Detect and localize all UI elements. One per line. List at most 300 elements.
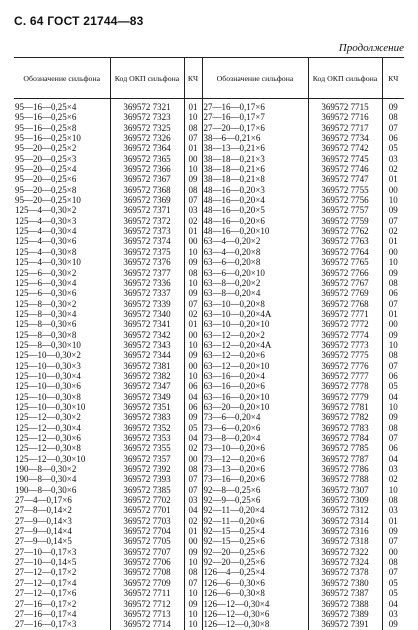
kch-cell: 00	[388, 546, 398, 557]
okp-code-cell: 369572 7707	[110, 547, 184, 557]
kch-cell: 07	[388, 536, 398, 547]
okp-code-cell: 369572 7745	[308, 154, 382, 164]
okp-code-cell: 369572 7374	[110, 236, 184, 246]
designation-cell: 95—20—0,25×8	[14, 185, 110, 195]
kch-cell: 00	[184, 236, 202, 246]
kch-cell: 10	[184, 112, 202, 122]
okp-code-cell: 369572 7702	[110, 495, 184, 505]
kch-cell: 10	[184, 619, 202, 629]
okp-code-cell: 369572 7765	[308, 257, 382, 267]
designation-cell: 63—8—0,20×4	[202, 288, 308, 298]
okp-code-cell: 369572 7713	[110, 609, 184, 619]
kch-cell: 03	[184, 205, 202, 215]
designation-cell: 73—8—0,20×4	[202, 433, 308, 443]
kch-cell: 09	[184, 174, 202, 184]
table-row	[14, 247, 404, 257]
page-header: С. 64 ГОСТ 21744—83	[14, 14, 144, 28]
table-row	[14, 526, 404, 536]
okp-code-cell: 369572 7711	[110, 588, 184, 598]
kch-cell: 04	[184, 433, 202, 443]
okp-code-cell: 369572 7382	[110, 371, 184, 381]
okp-code-cell: 369572 7380	[308, 578, 382, 588]
kch-cell: 10	[184, 278, 202, 288]
table-row	[14, 609, 404, 619]
designation-cell: 27—20—0,17×6	[202, 123, 308, 133]
kch-cell: 03	[388, 153, 398, 164]
okp-code-cell: 369572 7318	[308, 536, 382, 546]
okp-code-cell: 369572 7340	[110, 309, 184, 319]
table-row	[14, 516, 404, 526]
okp-code-cell: 369572 7307	[308, 485, 382, 495]
okp-code-cell: 369572 7357	[110, 454, 184, 464]
designation-cell: 92—15—0,25×4	[202, 526, 308, 536]
kch-cell: 01	[184, 143, 202, 153]
designation-cell: 73—13—0,20×6	[202, 464, 308, 474]
kch-cell: 03	[184, 495, 202, 505]
table-row	[14, 195, 404, 205]
okp-code-cell: 369572 7786	[308, 464, 382, 474]
table-row	[14, 454, 404, 464]
kch-cell: 07	[388, 567, 398, 578]
kch-cell: 08	[388, 350, 398, 361]
table-row	[14, 350, 404, 360]
designation-cell: 38—18—0,21×8	[202, 174, 308, 184]
okp-code-cell: 369572 7782	[308, 412, 382, 422]
okp-code-cell: 369572 7769	[308, 288, 382, 298]
col-header-designation: Обозначение сильфона	[202, 58, 308, 99]
designation-cell: 125—12—0,30×10	[14, 454, 110, 464]
okp-code-cell: 369572 7371	[110, 205, 184, 215]
okp-code-cell: 369572 7746	[308, 164, 382, 174]
kch-cell: 02	[184, 443, 202, 453]
table-row	[14, 185, 404, 195]
kch-cell: 10	[184, 340, 202, 350]
designation-cell: 95—20—0,25×3	[14, 154, 110, 164]
kch-cell: 02	[184, 216, 202, 226]
designation-cell: 92—20—0,25×6	[202, 557, 308, 567]
kch-cell: 07	[388, 215, 398, 226]
kch-cell: 06	[388, 443, 398, 454]
kch-cell: 10	[184, 371, 202, 381]
table-row	[14, 299, 404, 309]
okp-code-cell: 369572 7366	[110, 164, 184, 174]
table-row	[14, 423, 404, 433]
kch-cell: 04	[184, 505, 202, 515]
table-row	[14, 226, 404, 236]
okp-code-cell: 369572 7364	[110, 143, 184, 153]
okp-code-cell: 369572 7714	[110, 619, 184, 629]
designation-cell: 125—4—0,30×8	[14, 247, 110, 257]
okp-code-cell: 369572 7787	[308, 454, 382, 464]
designation-cell: 27—12—0,17×6	[14, 588, 110, 598]
kch-cell: 04	[388, 598, 398, 609]
designation-cell: 92—11—0,20×4	[202, 505, 308, 515]
table-row	[14, 485, 404, 495]
kch-cell: 02	[388, 474, 398, 485]
designation-cell: 27—10—0,14×5	[14, 557, 110, 567]
table-row	[14, 361, 404, 371]
okp-code-cell: 369572 7757	[308, 205, 382, 215]
kch-cell: 05	[388, 588, 398, 599]
designation-cell: 63—16—0,20×6	[202, 381, 308, 391]
okp-code-cell: 369572 7383	[110, 412, 184, 422]
okp-code-cell: 369572 7353	[110, 433, 184, 443]
kch-cell: 10	[388, 339, 398, 350]
kch-cell: 09	[388, 102, 398, 112]
designation-cell: 126—4—0,25×4	[202, 567, 308, 577]
designation-cell: 27—16—0,17×4	[14, 609, 110, 619]
table-row	[14, 381, 404, 391]
table-row	[14, 278, 404, 288]
kch-cell: 10	[184, 609, 202, 619]
designation-cell: 63—6—0,20×10	[202, 268, 308, 278]
okp-code-cell: 369572 7341	[110, 319, 184, 329]
designation-cell: 95—16—0,25×10	[14, 133, 110, 143]
table-row	[14, 133, 404, 143]
okp-code-cell: 369572 7784	[308, 433, 382, 443]
okp-code-cell: 369572 7708	[110, 567, 184, 577]
okp-code-cell: 369572 7771	[308, 309, 382, 319]
designation-cell: 95—16—0,25×8	[14, 123, 110, 133]
kch-cell: 09	[184, 547, 202, 557]
kch-cell: 07	[184, 299, 202, 309]
designation-cell: 126—12—0,30×4	[202, 599, 308, 609]
designation-cell: 125—6—0,30×6	[14, 288, 110, 298]
kch-cell: 00	[184, 361, 202, 371]
table-row	[14, 495, 404, 505]
okp-code-cell: 369572 7349	[110, 392, 184, 402]
designation-cell: 125—8—0,30×8	[14, 330, 110, 340]
col-header-kch: КЧ	[184, 58, 202, 99]
designation-cell: 27—16—0,17×6	[202, 99, 308, 113]
kch-cell: 10	[388, 257, 398, 268]
designation-cell: 38—18—0,21×6	[202, 164, 308, 174]
table-row	[14, 340, 404, 350]
okp-code-cell: 369572 7351	[110, 402, 184, 412]
designation-cell: 63—8—0,20×2	[202, 278, 308, 288]
designation-cell: 63—10—0,20×4A	[202, 309, 308, 319]
okp-code-cell: 369572 7766	[308, 268, 382, 278]
designation-cell: 126—6—0,30×8	[202, 588, 308, 598]
okp-code-cell: 369572 7781	[308, 402, 382, 412]
designation-cell: 125—12—0,30×2	[14, 412, 110, 422]
table-row	[14, 371, 404, 381]
okp-code-cell: 369572 7776	[308, 361, 382, 371]
kch-cell: 10	[388, 401, 398, 412]
kch-cell: 00	[184, 454, 202, 464]
kch-cell: 06	[388, 133, 398, 144]
kch-cell: 00	[388, 319, 398, 330]
okp-code-cell: 369572 7367	[110, 174, 184, 184]
okp-code-cell: 369572 7763	[308, 236, 382, 246]
table-body	[14, 99, 404, 630]
okp-code-cell: 369572 7701	[110, 505, 184, 515]
okp-code-cell: 369572 7322	[308, 547, 382, 557]
kch-cell: 10	[184, 588, 202, 598]
designation-cell: 125—10—0,30×6	[14, 381, 110, 391]
designation-cell: 125—8—0,30×2	[14, 299, 110, 309]
okp-code-cell: 369572 7393	[110, 474, 184, 484]
kch-cell: 02	[388, 226, 398, 237]
table-row	[14, 236, 404, 246]
kch-cell: 08	[184, 123, 202, 133]
designation-cell: 63—12—0,20×4A	[202, 340, 308, 350]
kch-cell: 07	[184, 133, 202, 143]
kch-cell: 09	[184, 599, 202, 609]
designation-cell: 27—4—0,17×6	[14, 495, 110, 505]
okp-code-cell: 369572 7344	[110, 350, 184, 360]
kch-cell: 10	[388, 484, 398, 495]
kch-cell: 05	[184, 423, 202, 433]
kch-cell: 09	[184, 288, 202, 298]
designation-cell: 73—16—0,20×6	[202, 474, 308, 484]
designation-cell: 27—10—0,17×3	[14, 547, 110, 557]
okp-code-cell: 369572 7785	[308, 443, 382, 453]
kch-cell: 00	[388, 184, 398, 195]
kch-cell: 02	[184, 516, 202, 526]
kch-cell: 10	[184, 164, 202, 174]
okp-code-cell: 369572 7777	[308, 371, 382, 381]
designation-cell: 27—12—0,17×4	[14, 578, 110, 588]
table-row	[14, 433, 404, 443]
designation-cell: 73—12—0,20×6	[202, 454, 308, 464]
designation-cell: 27—9—0,14×3	[14, 516, 110, 526]
table-row	[14, 536, 404, 546]
okp-code-cell: 369572 7378	[308, 567, 382, 577]
kch-cell: 02	[388, 164, 398, 175]
designation-cell: 190—8—0,30×2	[14, 464, 110, 474]
kch-cell: 07	[184, 578, 202, 588]
designation-cell: 27—9—0,14×4	[14, 526, 110, 536]
table-row	[14, 257, 404, 267]
designation-cell: 63—12—0,20×10	[202, 361, 308, 371]
designation-cell: 38—18—0,21×3	[202, 154, 308, 164]
col-header-kch: КЧ	[382, 58, 404, 99]
okp-code-cell: 369572 7381	[110, 361, 184, 371]
table-header	[14, 58, 404, 99]
table-row	[14, 143, 404, 153]
okp-code-cell: 369572 7716	[308, 112, 382, 122]
col-header-okp-code: Код ОКП сильфона	[110, 58, 184, 99]
col-header-designation: Обозначение сильфона	[14, 58, 110, 99]
okp-code-cell: 369572 7352	[110, 423, 184, 433]
designation-cell: 125—8—0,30×6	[14, 319, 110, 329]
kch-cell: 09	[184, 350, 202, 360]
kch-cell: 08	[388, 557, 398, 568]
kch-cell: 07	[388, 122, 398, 133]
kch-cell: 08	[388, 495, 398, 506]
kch-cell: 05	[388, 143, 398, 154]
okp-code-cell: 369572 7772	[308, 319, 382, 329]
designation-cell: 125—10—0,30×3	[14, 361, 110, 371]
table-row	[14, 474, 404, 484]
designation-cell: 125—4—0,30×2	[14, 205, 110, 215]
okp-code-cell: 369572 7767	[308, 278, 382, 288]
okp-code-cell: 369572 7316	[308, 526, 382, 536]
designation-cell: 95—20—0,25×10	[14, 195, 110, 205]
designation-cell: 27—12—0,17×2	[14, 567, 110, 577]
table-row	[14, 402, 404, 412]
table-row	[14, 205, 404, 215]
designation-cell: 27—16—0,17×3	[14, 619, 110, 629]
designation-cell: 73—6—0,20×4	[202, 412, 308, 422]
okp-code-cell: 369572 7762	[308, 226, 382, 236]
designation-cell: 73—6—0,20×6	[202, 423, 308, 433]
col-header-okp-code: Код ОКП сильфона	[308, 58, 382, 99]
kch-cell: 05	[388, 381, 398, 392]
designation-cell: 63—12—0,20×6	[202, 350, 308, 360]
designation-cell: 126—6—0,30×6	[202, 578, 308, 588]
designation-cell: 63—16—0,20×10	[202, 392, 308, 402]
kch-cell: 00	[388, 246, 398, 257]
designation-cell: 125—6—0,30×4	[14, 278, 110, 288]
designation-cell: 63—4—0,20×8	[202, 247, 308, 257]
kch-cell: 07	[184, 474, 202, 484]
okp-code-cell: 369572 7705	[110, 536, 184, 546]
kch-cell: 01	[388, 308, 398, 319]
okp-code-cell: 369572 7375	[110, 247, 184, 257]
okp-code-cell: 369572 7774	[308, 330, 382, 340]
kch-cell: 09	[388, 412, 398, 423]
okp-code-cell: 369572 7377	[110, 268, 184, 278]
okp-code-cell: 369572 7783	[308, 423, 382, 433]
designation-cell: 126—12—0,30×6	[202, 609, 308, 619]
kch-cell: 02	[184, 309, 202, 319]
kch-cell: 01	[184, 526, 202, 536]
okp-code-cell: 369572 7323	[110, 112, 184, 122]
okp-code-cell: 369572 7715	[308, 99, 382, 113]
okp-code-cell: 369572 7312	[308, 505, 382, 515]
designation-cell: 27—16—0,17×2	[14, 599, 110, 609]
designation-cell: 38—13—0,21×6	[202, 143, 308, 153]
table-row	[14, 392, 404, 402]
kch-cell: 04	[388, 391, 398, 402]
kch-cell: 01	[184, 226, 202, 236]
table-row	[14, 268, 404, 278]
table-row	[14, 547, 404, 557]
kch-cell: 04	[184, 392, 202, 402]
kch-cell: 03	[388, 464, 398, 475]
designation-cell: 92—9—0,25×6	[202, 495, 308, 505]
designation-cell: 48—16—0,20×3	[202, 185, 308, 195]
table-row	[14, 123, 404, 133]
okp-code-cell: 369572 7373	[110, 226, 184, 236]
designation-cell: 63—6—0,20×8	[202, 257, 308, 267]
kch-cell: 10	[184, 247, 202, 257]
okp-code-cell: 369572 7388	[308, 599, 382, 609]
designation-cell: 95—20—0,25×2	[14, 143, 110, 153]
okp-code-cell: 369572 7788	[308, 474, 382, 484]
table-row	[14, 412, 404, 422]
okp-code-cell: 369572 7309	[308, 495, 382, 505]
designation-cell: 73—10—0,20×6	[202, 443, 308, 453]
okp-code-cell: 369572 7773	[308, 340, 382, 350]
kch-cell: 01	[388, 515, 398, 526]
kch-cell: 08	[388, 112, 398, 123]
designation-cell: 27—16—0,17×7	[202, 112, 308, 122]
kch-cell: 06	[388, 288, 398, 299]
okp-code-cell: 369572 7742	[308, 143, 382, 153]
okp-code-cell: 369572 7775	[308, 350, 382, 360]
okp-code-cell: 369572 7391	[308, 619, 382, 629]
designation-cell: 190—8—0,30×6	[14, 485, 110, 495]
designation-cell: 95—16—0,25×4	[14, 99, 110, 113]
table-row	[14, 505, 404, 515]
designation-cell: 63—10—0,20×8	[202, 299, 308, 309]
designation-cell: 92—20—0,25×6	[202, 547, 308, 557]
designation-cell: 125—8—0,30×10	[14, 340, 110, 350]
okp-code-cell: 369572 7325	[110, 123, 184, 133]
designation-cell: 125—12—0,30×8	[14, 443, 110, 453]
kch-cell: 08	[388, 277, 398, 288]
kch-cell: 09	[388, 619, 398, 630]
table-row	[14, 588, 404, 598]
okp-code-cell: 369572 7712	[110, 599, 184, 609]
designation-cell: 126—12—0,30×8	[202, 619, 308, 629]
designation-cell: 27—8—0,14×2	[14, 505, 110, 515]
kch-cell: 09	[388, 329, 398, 340]
okp-code-cell: 369572 7321	[110, 99, 184, 113]
kch-cell: 09	[388, 205, 398, 216]
kch-cell: 06	[184, 402, 202, 412]
kch-cell: 07	[388, 433, 398, 443]
kch-cell: 08	[388, 422, 398, 433]
okp-code-cell: 369572 7759	[308, 216, 382, 226]
okp-code-cell: 369572 7376	[110, 257, 184, 267]
kch-cell: 07	[388, 298, 398, 309]
table-row	[14, 464, 404, 474]
designation-cell: 95—16—0,25×6	[14, 112, 110, 122]
okp-code-cell: 369572 7755	[308, 185, 382, 195]
designation-cell: 125—10—0,30×4	[14, 371, 110, 381]
designation-cell: 125—4—0,30×4	[14, 226, 110, 236]
okp-code-cell: 369572 7756	[308, 195, 382, 205]
okp-code-cell: 369572 7326	[110, 133, 184, 143]
okp-code-cell: 369572 7372	[110, 216, 184, 226]
designation-cell: 125—4—0,30×6	[14, 236, 110, 246]
okp-code-cell: 369572 7706	[110, 557, 184, 567]
designation-cell: 92—15—0,25×6	[202, 536, 308, 546]
okp-code-cell: 369572 7709	[110, 578, 184, 588]
table-row	[14, 319, 404, 329]
table-row	[14, 112, 404, 122]
okp-code-cell: 369572 7747	[308, 174, 382, 184]
kch-cell: 04	[388, 453, 398, 464]
table-row	[14, 557, 404, 567]
designation-cell: 92—11—0,20×6	[202, 516, 308, 526]
designation-cell: 63—4—0,20×2	[202, 236, 308, 246]
table-row	[14, 599, 404, 609]
kch-cell: 01	[184, 99, 202, 113]
okp-code-cell: 369572 7339	[110, 299, 184, 309]
designation-cell: 95—20—0,25×4	[14, 164, 110, 174]
kch-cell: 07	[184, 195, 202, 205]
designation-cell: 125—8—0,30×4	[14, 309, 110, 319]
kch-cell: 08	[184, 185, 202, 195]
designation-cell: 63—10—0,20×10	[202, 319, 308, 329]
kch-cell: 07	[184, 485, 202, 495]
okp-code-cell: 369572 7734	[308, 133, 382, 143]
kch-cell: 07	[388, 360, 398, 371]
table-row	[14, 578, 404, 588]
designation-cell: 92—8—0,25×6	[202, 485, 308, 495]
designation-cell: 125—10—0,30×10	[14, 402, 110, 412]
okp-code-cell: 369572 7392	[110, 464, 184, 474]
kch-cell: 00	[184, 536, 202, 546]
designation-cell: 125—6—0,30×2	[14, 268, 110, 278]
kch-cell: 03	[388, 505, 398, 516]
kch-cell: 09	[388, 526, 398, 537]
